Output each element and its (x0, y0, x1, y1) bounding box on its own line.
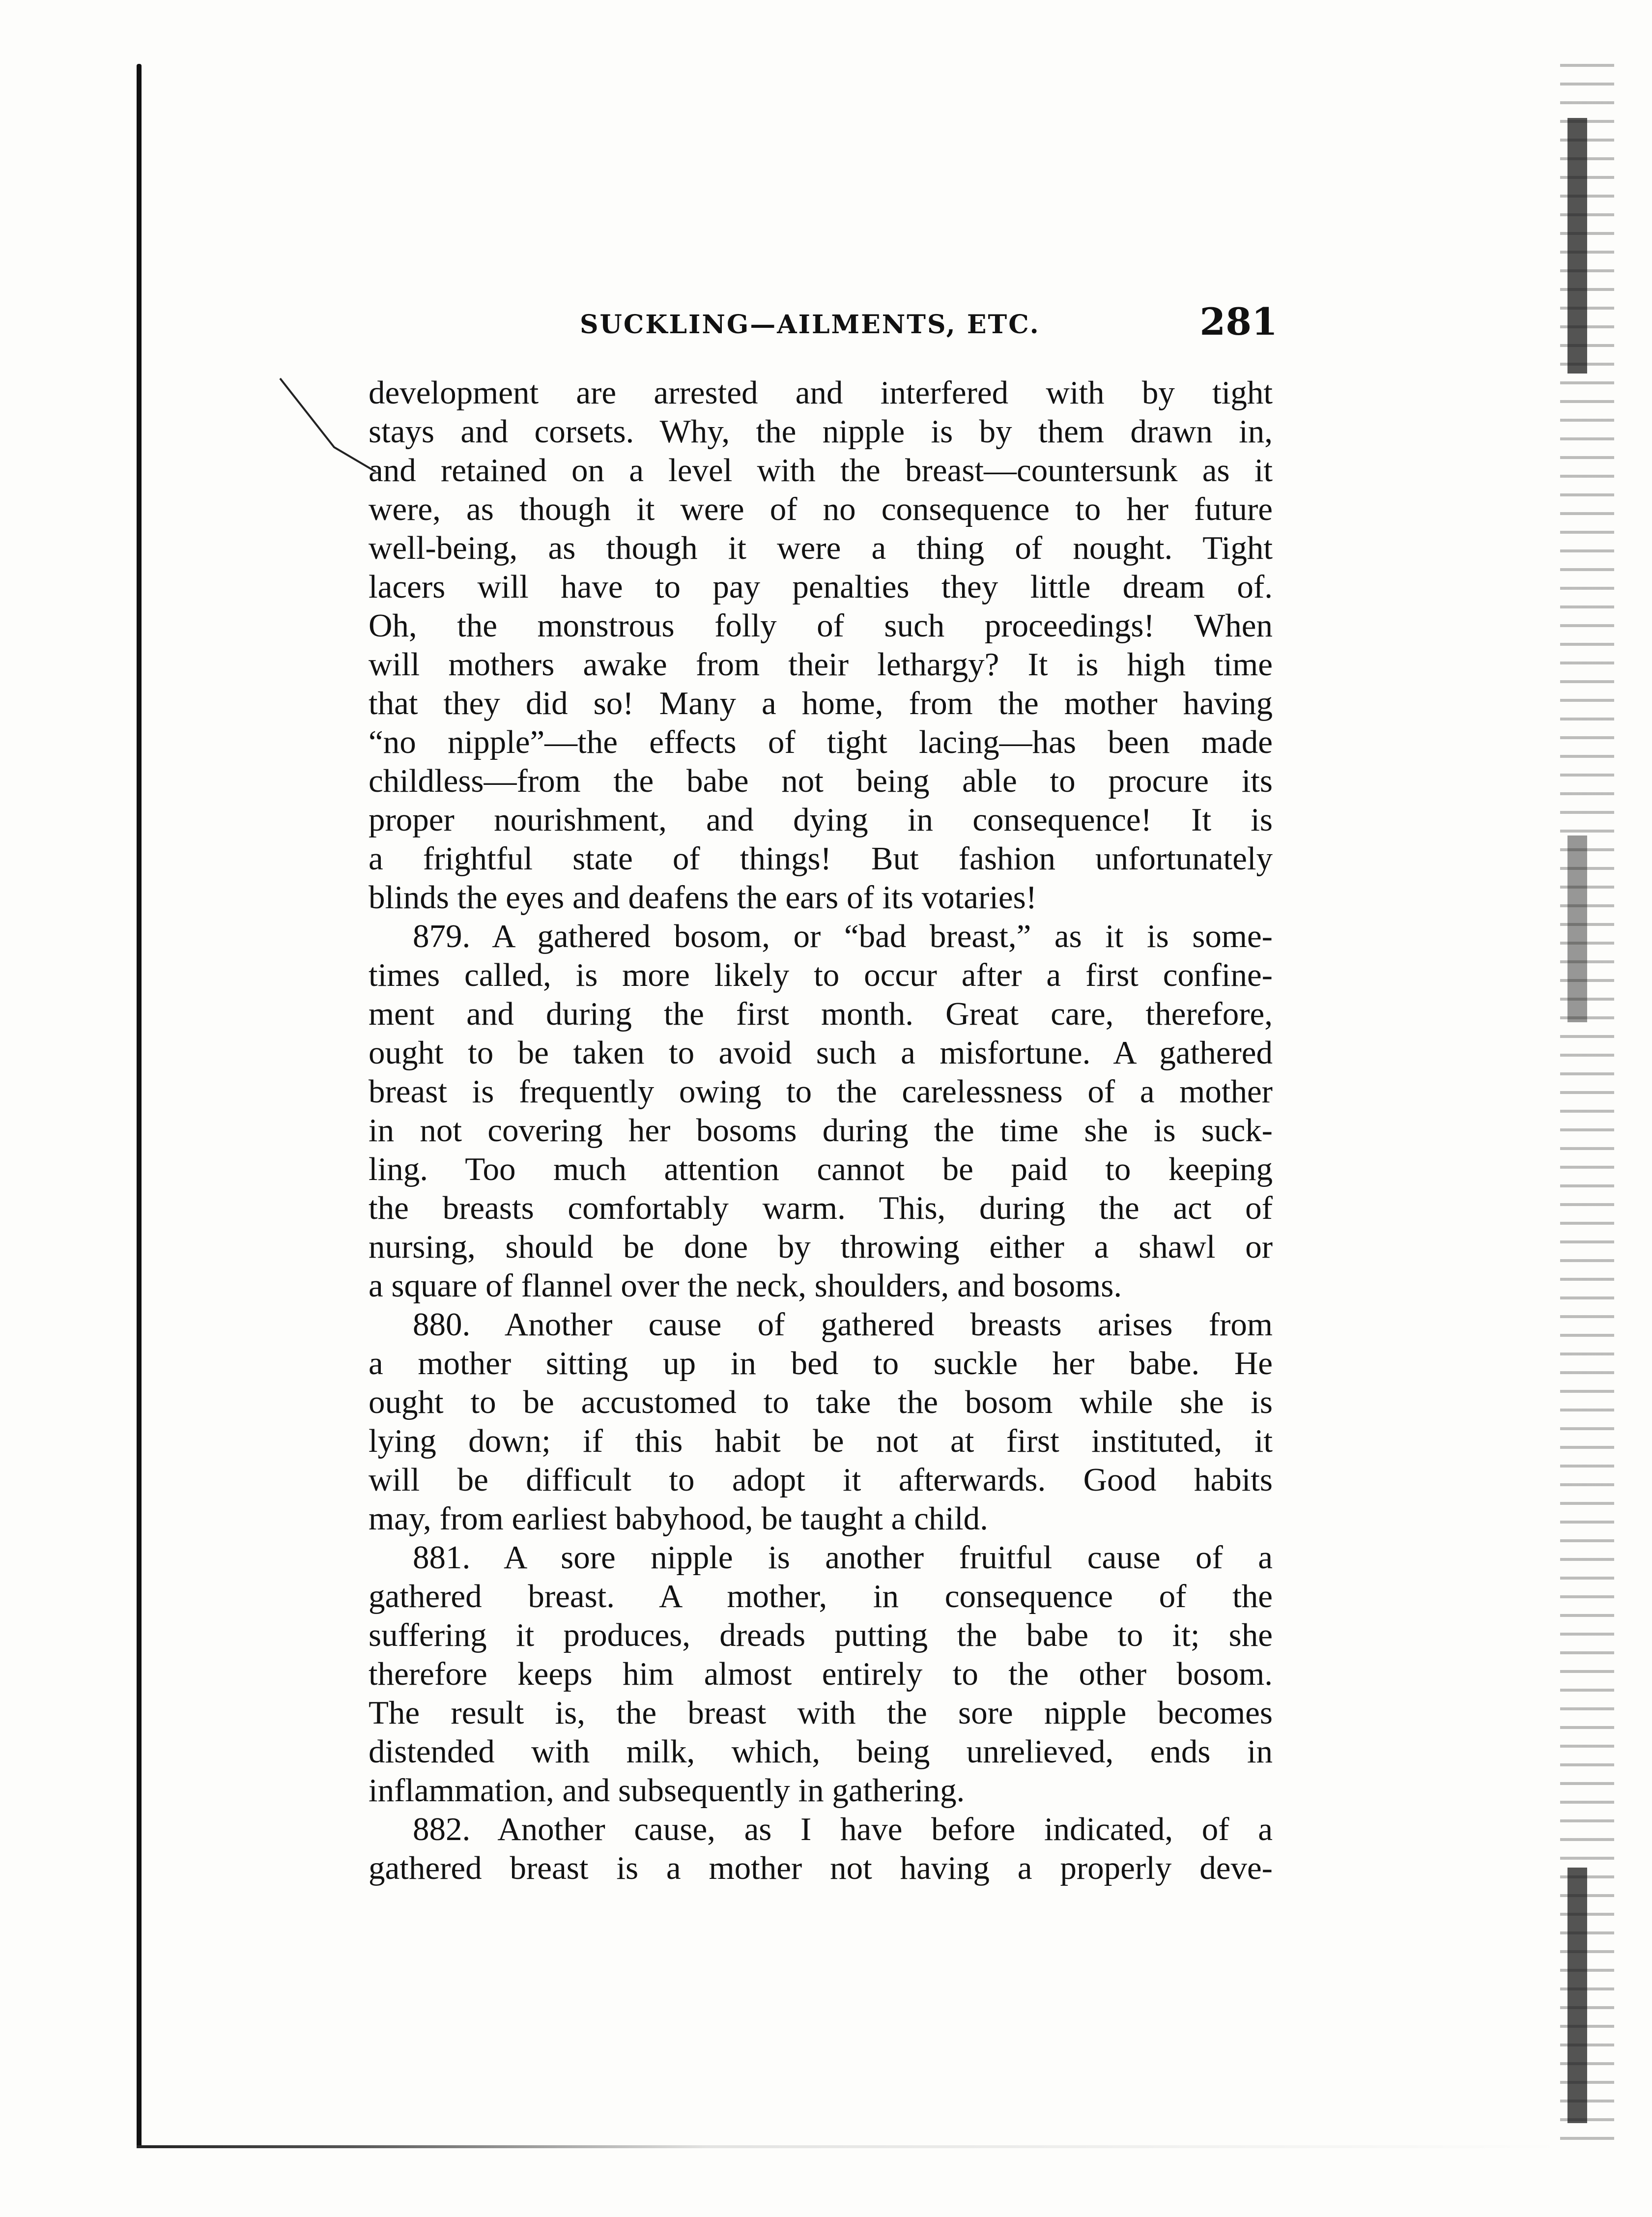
body-text (369, 374, 1273, 1888)
text-line: a mother sitting up in bed to suckle her babe. He (369, 1345, 1273, 1382)
text-line: inflammation, and subsequently in gathering. (369, 1772, 965, 1809)
text-line: proper nourishment, and dying in consequence! It is (369, 802, 1273, 838)
text-line: 880. Another cause of gathered breasts arises from (413, 1306, 1273, 1343)
text-line: may, from earliest babyhood, be taught a child. (369, 1500, 988, 1537)
scan-margin-dark-band (1567, 118, 1587, 374)
text-line: well-being, as though it were a thing of nought. Tight (369, 530, 1273, 566)
text-line: lying down; if this habit be not at first instituted, it (369, 1423, 1273, 1459)
text-line: 882. Another cause, as I have before indicated, of a (413, 1811, 1273, 1847)
running-head-title: SUCKLING—AILMENTS, ETC. (580, 310, 1040, 340)
text-line: development are arrested and interfered with by tight (369, 374, 1273, 411)
text-line: a square of flannel over the neck, shoulders, and bosoms. (369, 1267, 1122, 1304)
page-number: 281 (1199, 300, 1278, 344)
text-line: childless—from the babe not being able to procure its (369, 763, 1273, 799)
text-line: times called, is more likely to occur after a first confine- (369, 957, 1273, 993)
text-line: will be difficult to adopt it afterwards. Good habits (369, 1462, 1273, 1498)
text-line: gathered breast is a mother not having a properly deve- (369, 1850, 1273, 1886)
text-line: ment and during the first month. Great care, therefore, (369, 996, 1273, 1032)
scan-margin-dark-band (1567, 835, 1587, 1022)
text-line: and retained on a level with the breast—countersunk as it (369, 452, 1273, 489)
text-line: The result is, the breast with the sore nipple becomes (369, 1695, 1273, 1731)
text-line: distended with milk, which, being unrelieved, ends in (369, 1733, 1273, 1770)
text-line: gathered breast. A mother, in consequence of the (369, 1578, 1273, 1614)
text-line: Oh, the monstrous folly of such proceedings! When (369, 607, 1273, 644)
text-line: therefore keeps him almost entirely to the other bosom. (369, 1656, 1273, 1692)
scan-margin-dark-band (1567, 1868, 1587, 2123)
text-line: that they did so! Many a home, from the mother having (369, 685, 1273, 721)
text-line: stays and corsets. Why, the nipple is by them drawn in, (369, 413, 1273, 450)
text-line: 881. A sore nipple is another fruitful cause of a (413, 1539, 1273, 1576)
text-line: 879. A gathered bosom, or “bad breast,” as it is some- (413, 918, 1273, 954)
margin-pencil-stroke (275, 374, 383, 472)
text-line: the breasts comfortably warm. This, during the act of (369, 1190, 1273, 1226)
scan-margin-noise (1560, 64, 1614, 2148)
text-line: breast is frequently owing to the carelessness of a mother (369, 1073, 1273, 1110)
text-line: blinds the eyes and deafens the ears of its votaries! (369, 879, 1037, 916)
text-line: were, as though it were of no consequence to her future (369, 491, 1273, 527)
page-left-binding-edge (137, 64, 142, 2148)
text-line: lacers will have to pay penalties they little dream of. (369, 569, 1273, 605)
text-line: suffering it produces, dreads putting the babe to it; she (369, 1617, 1273, 1653)
text-line: ought to be accustomed to take the bosom while she is (369, 1384, 1273, 1420)
text-line: ought to be taken to avoid such a misfortune. A gathered (369, 1035, 1273, 1071)
text-line: nursing, should be done by throwing either a shawl or (369, 1229, 1273, 1265)
running-header (580, 300, 1278, 344)
text-line: ling. Too much attention cannot be paid to keeping (369, 1151, 1273, 1187)
text-line: “no nipple”—the effects of tight lacing—has been made (369, 724, 1273, 760)
text-line: a frightful state of things! But fashion unfortunately (369, 840, 1273, 877)
text-line: will mothers awake from their lethargy? It is high time (369, 646, 1273, 683)
text-line: in not covering her bosoms during the time she is suck- (369, 1112, 1273, 1149)
page-bottom-edge (137, 2145, 1562, 2148)
